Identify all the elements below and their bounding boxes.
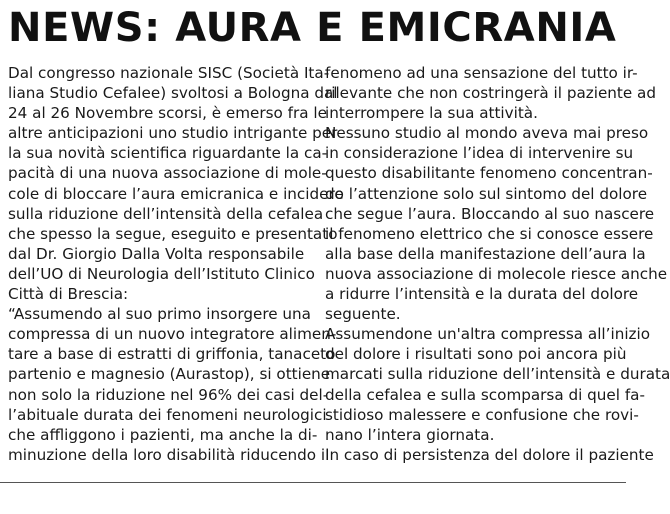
text-line: “Assumendo al suo primo insorgere una xyxy=(8,305,311,324)
text-line: seguente. xyxy=(325,305,401,324)
text-line: Dal congresso nazionale SISC (Società Ita- xyxy=(8,64,330,82)
text-line: pacità di una nuova associazione di mole- xyxy=(8,164,327,183)
text-line: nuova associazione di molecole riesce anche xyxy=(325,264,668,283)
text-line: alla base della manifestazione dell’aura la xyxy=(325,244,646,263)
text-line: questo disabilitante fenomeno concentran- xyxy=(325,164,653,183)
text-line: In caso di persistenza del dolore il paziente xyxy=(325,445,654,464)
text-line: Città di Brescia: xyxy=(8,285,129,304)
text-line: Nessuno studio al mondo aveva mai preso xyxy=(325,124,649,143)
text-line: Assumendone un'altra compressa all’inizio xyxy=(325,325,651,344)
bottom-divider xyxy=(0,482,626,483)
text-line: fenomeno ad una sensazione del tutto ir- xyxy=(325,64,638,82)
text-line: del dolore i risultati sono poi ancora più xyxy=(325,345,627,364)
text-line: che affliggono i pazienti, ma anche la di- xyxy=(8,425,318,444)
text-line: rilevante che non costringerà il paziente ad xyxy=(325,84,657,103)
text-line: 24 al 26 Novembre scorsi, è emerso fra le xyxy=(8,104,327,123)
text-line: marcati sulla riduzione dell’intensità e durata xyxy=(325,365,670,384)
text-line: a ridurre l’intensità e la durata del dolore xyxy=(325,285,639,304)
text-line: partenio e magnesio (Aurastop), si ottiene xyxy=(8,365,331,384)
text-line: interrompere la sua attività. xyxy=(325,104,538,123)
text-line: la sua novità scientifica riguardante la ca- xyxy=(8,144,328,163)
text-line: liana Studio Cefalee) svoltosi a Bologna dal xyxy=(8,84,338,103)
text-line: compressa di un nuovo integratore alimen- xyxy=(8,325,337,344)
text-line: che spesso la segue, eseguito e presentato xyxy=(8,224,338,243)
text-line: do l’attenzione solo sul sintomo del dolore xyxy=(325,184,648,203)
text-line: minuzione della loro disabilità riducendo il xyxy=(8,445,330,464)
text-line: che segue l’aura. Bloccando al suo nascere xyxy=(325,204,655,223)
text-line: dell’UO di Neurologia dell’Istituto Clinico xyxy=(8,264,315,283)
article-column-left xyxy=(8,63,344,465)
text-line: della cefalea e sulla scomparsa di quel fa- xyxy=(325,385,645,404)
text-line: sulla riduzione dell’intensità della cefalea xyxy=(8,204,324,223)
text-line: dal Dr. Giorgio Dalla Volta responsabile xyxy=(8,244,305,263)
text-line: tare a base di estratti di griffonia, tanaceto xyxy=(8,345,336,364)
text-line: non solo la riduzione nel 96% dei casi del- xyxy=(8,385,329,404)
text-line: l’abituale durata dei fenomeni neurologici xyxy=(8,405,327,424)
text-line: stidioso malessere e confusione che rovi- xyxy=(325,405,639,424)
text-line: il fenomeno elettrico che si conosce essere xyxy=(325,224,654,243)
text-line: cole di bloccare l’aura emicranica e incidere xyxy=(8,184,344,203)
text-line: in considerazione l’idea di intervenire su xyxy=(325,144,634,163)
text-line: nano l’intera giornata. xyxy=(325,425,495,444)
article-column-right xyxy=(325,63,670,465)
article-headline: NEWS: AURA E EMICRANIA xyxy=(8,5,617,51)
text-line: altre anticipazioni uno studio intrigante per xyxy=(8,124,338,143)
